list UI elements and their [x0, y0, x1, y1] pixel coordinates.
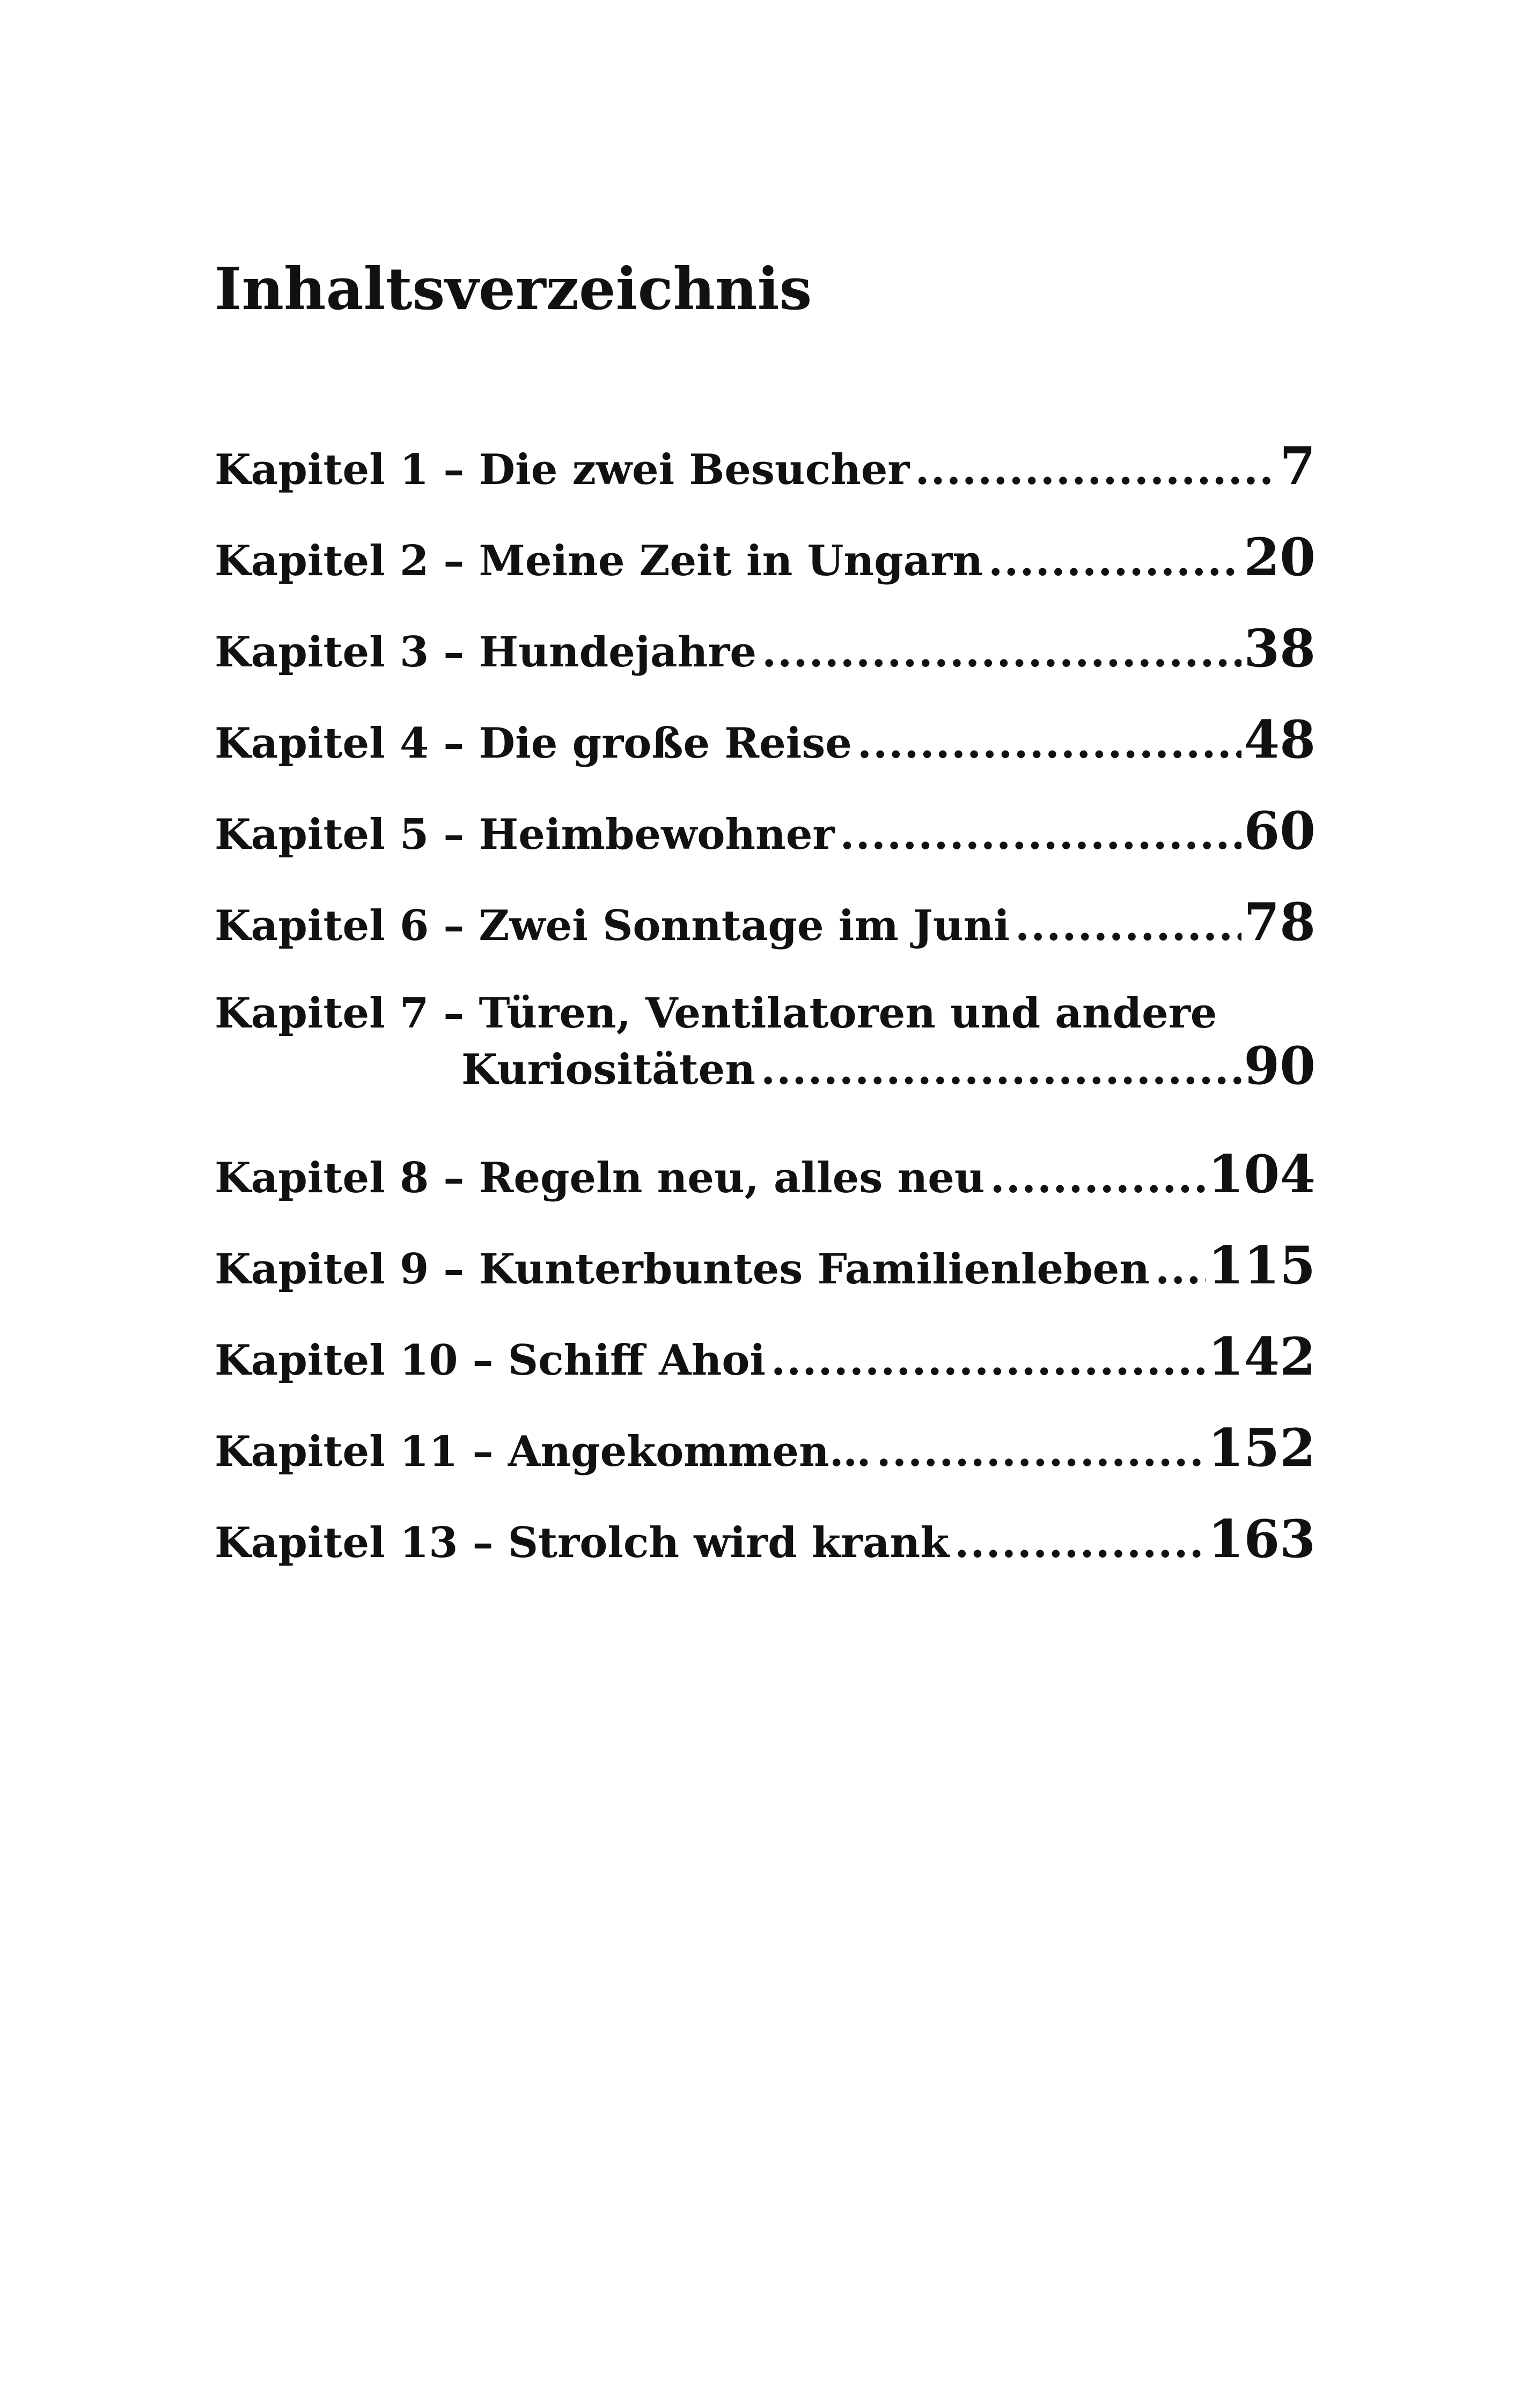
toc-entry — [215, 709, 1316, 805]
toc-entry-label: Kapitel 5 – Heimbewohner — [215, 810, 835, 859]
toc-entry-label: Kapitel 4 – Die große Reise — [215, 719, 852, 768]
toc-entry-page-number: 90 — [1244, 1036, 1316, 1096]
toc-entry — [215, 1418, 1316, 1513]
toc-entry — [215, 1326, 1316, 1422]
toc-entry-label: Kapitel 7 – Türen, Ventilatoren und andere — [215, 989, 1217, 1038]
toc-entry-label: Kapitel 2 – Meine Zeit in Ungarn — [215, 537, 983, 585]
toc-entry-label: Kapitel 9 – Kunterbuntes Familienleben — [215, 1245, 1150, 1294]
toc-entry — [215, 436, 1316, 531]
toc-entry — [215, 801, 1316, 896]
toc-entry — [215, 618, 1316, 714]
toc-entry-label: Kapitel 6 – Zwei Sonntage im Juni — [215, 901, 1010, 950]
toc-entry — [215, 1144, 1316, 1239]
toc-entry-label: Kapitel 8 – Regeln neu, alles neu — [215, 1154, 985, 1202]
toc-entry-page-number: 104 — [1208, 1144, 1316, 1205]
dot-leader — [762, 626, 1241, 679]
dot-leader — [988, 535, 1241, 588]
dot-leader — [915, 444, 1278, 496]
toc-entry-label: Kapitel 3 – Hundejahre — [215, 628, 757, 677]
toc-entry — [215, 987, 1316, 1148]
toc-entry — [215, 1509, 1316, 1604]
toc-entry-page-number: 38 — [1244, 618, 1316, 679]
toc-entry-page-number: 142 — [1208, 1326, 1316, 1387]
dot-leader — [761, 1044, 1241, 1096]
dot-leader — [877, 1426, 1206, 1478]
toc-entry-page-number: 60 — [1244, 801, 1316, 861]
toc-entry-page-number: 163 — [1208, 1509, 1316, 1569]
dot-leader — [954, 1517, 1206, 1569]
dot-leader — [840, 809, 1242, 861]
page-title: Inhaltsverzeichnis — [215, 255, 812, 323]
toc-entry-page-number: 152 — [1208, 1418, 1316, 1478]
table-of-contents — [215, 436, 1316, 1604]
toc-entry-page-number: 78 — [1244, 892, 1316, 952]
dot-leader — [771, 1334, 1206, 1387]
toc-entry — [215, 892, 1316, 987]
toc-entry-page-number: 115 — [1208, 1235, 1316, 1296]
toc-entry-label: Kapitel 10 – Schiff Ahoi — [215, 1336, 766, 1385]
toc-entry — [215, 1235, 1316, 1331]
dot-leader — [1015, 900, 1241, 952]
toc-entry-page-number: 7 — [1280, 436, 1316, 496]
toc-entry — [215, 527, 1316, 622]
toc-entry-page-number: 48 — [1244, 709, 1316, 770]
toc-entry-label-continued: Kuriositäten — [461, 1045, 756, 1094]
toc-entry-label: Kapitel 11 – Angekommen… — [215, 1427, 871, 1476]
dot-leader — [857, 717, 1242, 770]
dot-leader — [1155, 1243, 1206, 1296]
toc-entry-label: Kapitel 13 – Strolch wird krank — [215, 1518, 950, 1567]
toc-entry-label: Kapitel 1 – Die zwei Besucher — [215, 445, 910, 494]
dot-leader — [990, 1152, 1206, 1205]
toc-entry-page-number: 20 — [1244, 527, 1316, 588]
